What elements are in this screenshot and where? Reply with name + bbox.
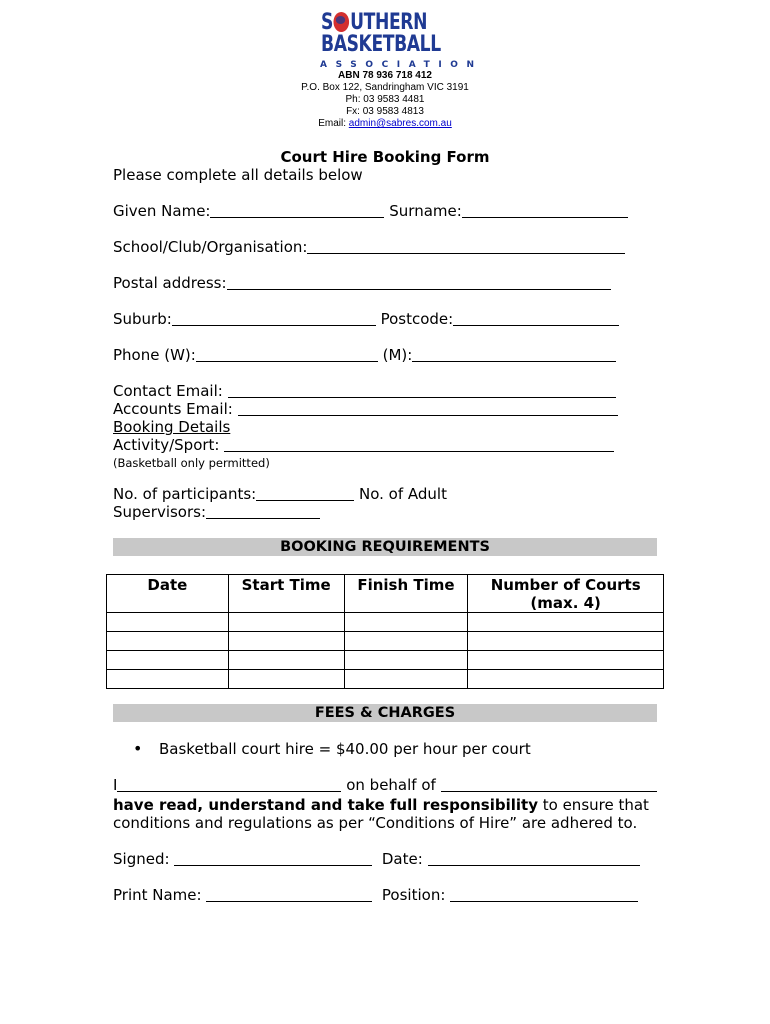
org-email-row bbox=[0, 118, 770, 130]
org-fax: Fx: 03 9583 4813 bbox=[346, 106, 424, 117]
supervisors-field[interactable] bbox=[206, 504, 320, 519]
fee-item: Basketball court hire = $40.00 per hour per court bbox=[159, 740, 531, 758]
courts-cell[interactable] bbox=[468, 613, 664, 632]
postal-label: Postal address: bbox=[113, 274, 227, 292]
table-row bbox=[107, 651, 664, 670]
finish-time-cell[interactable] bbox=[344, 613, 468, 632]
org-address: P.O. Box 122, Sandringham VIC 3191 bbox=[301, 82, 469, 93]
suburb-row bbox=[113, 310, 619, 328]
print-name-row bbox=[113, 886, 638, 904]
org-email-label: Email: bbox=[318, 118, 347, 129]
activity-field[interactable] bbox=[224, 437, 614, 452]
fees-heading: FEES & CHARGES bbox=[113, 704, 657, 722]
booking-details-heading: Booking Details bbox=[113, 418, 231, 436]
contact-email-row bbox=[113, 382, 616, 400]
courts-cell[interactable] bbox=[468, 651, 664, 670]
finish-time-cell[interactable] bbox=[344, 632, 468, 651]
contact-email-label: Contact Email: bbox=[113, 382, 223, 400]
phone-m-field[interactable] bbox=[412, 347, 616, 362]
accounts-email-label: Accounts Email: bbox=[113, 400, 233, 418]
org-email-link[interactable]: admin@sabres.com.au bbox=[348, 118, 452, 129]
basketball-icon bbox=[334, 12, 350, 32]
phone-row bbox=[113, 346, 616, 364]
col-date: Date bbox=[107, 575, 229, 613]
col-start-time: Start Time bbox=[228, 575, 344, 613]
table-row bbox=[107, 632, 664, 651]
postal-field[interactable] bbox=[227, 275, 611, 290]
activity-row bbox=[113, 436, 614, 454]
declaration-line-3: conditions and regulations as per “Conditions of Hire” are adhered to. bbox=[113, 814, 638, 832]
suburb-field[interactable] bbox=[172, 311, 376, 326]
date-cell[interactable] bbox=[107, 670, 229, 689]
declaration-bold: have read, understand and take full responsibility bbox=[113, 796, 538, 814]
logo-line-2: BASKETBALL bbox=[321, 32, 441, 57]
form-instruction: Please complete all details below bbox=[113, 166, 363, 184]
declaration-line-2 bbox=[113, 796, 649, 814]
supervisors-label: Supervisors: bbox=[113, 503, 207, 521]
logo-line-1: S UTHERN bbox=[321, 10, 428, 35]
organisation-row bbox=[113, 238, 625, 256]
table-row bbox=[107, 613, 664, 632]
date-cell[interactable] bbox=[107, 651, 229, 670]
courts-cell[interactable] bbox=[468, 632, 664, 651]
date-field[interactable] bbox=[428, 851, 640, 866]
booking-table bbox=[106, 574, 664, 689]
date-label: Date: bbox=[381, 850, 423, 868]
phone-m-label: (M): bbox=[382, 346, 413, 364]
activity-note: (Basketball only permitted) bbox=[113, 456, 270, 470]
finish-time-cell[interactable] bbox=[344, 651, 468, 670]
activity-label: Activity/Sport: bbox=[113, 436, 220, 454]
postcode-field[interactable] bbox=[453, 311, 619, 326]
declarant-name-field[interactable] bbox=[117, 777, 341, 792]
contact-email-field[interactable] bbox=[228, 383, 616, 398]
logo-line-3: ASSOCIATION bbox=[320, 60, 483, 70]
association-logo bbox=[318, 10, 483, 72]
col-finish-time: Finish Time bbox=[344, 575, 468, 613]
date-cell[interactable] bbox=[107, 632, 229, 651]
signed-label: Signed: bbox=[113, 850, 170, 868]
signed-row bbox=[113, 850, 640, 868]
organisation-field[interactable] bbox=[307, 239, 625, 254]
accounts-email-field[interactable] bbox=[238, 401, 618, 416]
declaration-line-1 bbox=[113, 776, 657, 794]
participants-field[interactable] bbox=[256, 486, 354, 501]
position-label: Position: bbox=[381, 886, 446, 904]
org-abn: ABN 78 936 718 412 bbox=[338, 70, 432, 81]
start-time-cell[interactable] bbox=[228, 670, 344, 689]
surname-field[interactable] bbox=[462, 203, 628, 218]
on-behalf-field[interactable] bbox=[441, 777, 657, 792]
start-time-cell[interactable] bbox=[228, 651, 344, 670]
participants-row bbox=[113, 485, 447, 503]
on-behalf-label: on behalf of bbox=[346, 776, 436, 794]
start-time-cell[interactable] bbox=[228, 613, 344, 632]
courts-cell[interactable] bbox=[468, 670, 664, 689]
declaration-i: I bbox=[113, 776, 118, 794]
given-name-row bbox=[113, 202, 628, 220]
declaration-rest-1: to ensure that bbox=[537, 796, 649, 814]
print-name-label: Print Name: bbox=[113, 886, 202, 904]
position-field[interactable] bbox=[450, 887, 638, 902]
participants-label: No. of participants: bbox=[113, 485, 257, 503]
signed-field[interactable] bbox=[174, 851, 372, 866]
surname-label: Surname: bbox=[389, 202, 462, 220]
phone-w-label: Phone (W): bbox=[113, 346, 196, 364]
form-title: Court Hire Booking Form bbox=[280, 148, 490, 166]
accounts-email-row bbox=[113, 400, 618, 418]
booking-table-header bbox=[107, 575, 664, 613]
booking-requirements-heading: BOOKING REQUIREMENTS bbox=[113, 538, 657, 556]
bullet-icon: • bbox=[133, 739, 143, 758]
postcode-label: Postcode: bbox=[380, 310, 454, 328]
start-time-cell[interactable] bbox=[228, 632, 344, 651]
supervisors-row bbox=[113, 503, 320, 521]
postal-row bbox=[113, 274, 611, 292]
col-number-of-courts: Number of Courts (max. 4) bbox=[468, 575, 664, 613]
date-cell[interactable] bbox=[107, 613, 229, 632]
suburb-label: Suburb: bbox=[113, 310, 172, 328]
organisation-label: School/Club/Organisation: bbox=[113, 238, 308, 256]
adult-label: No. of Adult bbox=[359, 485, 447, 503]
org-phone: Ph: 03 9583 4481 bbox=[345, 94, 425, 105]
phone-w-field[interactable] bbox=[196, 347, 378, 362]
finish-time-cell[interactable] bbox=[344, 670, 468, 689]
print-name-field[interactable] bbox=[206, 887, 372, 902]
given-name-label: Given Name: bbox=[113, 202, 211, 220]
table-row bbox=[107, 670, 664, 689]
given-name-field[interactable] bbox=[210, 203, 384, 218]
